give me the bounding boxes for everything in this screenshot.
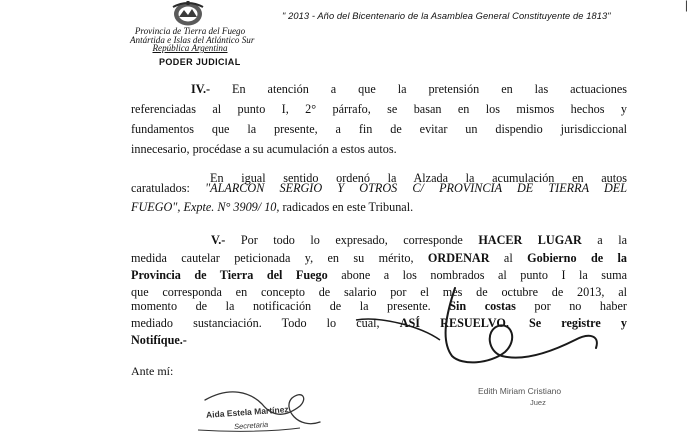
judge-title: Juez bbox=[530, 398, 546, 407]
p3-line-5-post: por no haber bbox=[515, 299, 627, 313]
p1-line-3: fundamentos que la presente, a fin de evitar un dispendio jurisdiccional bbox=[131, 122, 627, 136]
secretary-name: Aida Estela Martínez bbox=[205, 404, 289, 420]
p3-line-1-text: Por todo lo expresado, corresponde bbox=[225, 233, 479, 247]
ante-mi: Ante mí: bbox=[131, 364, 174, 378]
province-line-1: Provincia de Tierra del Fuego bbox=[134, 26, 246, 36]
sin-costas: Sin costas bbox=[449, 299, 516, 313]
province-line-2: Antártida e Islas del Atlántico Sur bbox=[130, 34, 255, 45]
p3-line-4: que corresponda en concepto de salario por el mes de octubre de 2013, al bbox=[131, 285, 627, 299]
p3-line-2-pre: medida cautelar peticionada y, en su mérito, bbox=[131, 251, 428, 265]
p2-line-3-post: radicados en este Tribunal. bbox=[279, 200, 414, 214]
ordenar: ORDENAR bbox=[427, 251, 490, 265]
province-line-3: República Argentina bbox=[152, 43, 228, 54]
p3-line-5-pre: momento de la notificación de la presente. bbox=[131, 299, 450, 313]
p3-line-6-pre: mediado sustanciación. Todo lo cual, bbox=[131, 316, 400, 330]
province-block bbox=[130, 26, 255, 54]
p3-line-2-mid: al bbox=[489, 251, 528, 265]
p3-line-3-post: abone a los nombrados al punto I la suma bbox=[327, 268, 627, 282]
judge-name: Edith Miriam Cristiano bbox=[478, 386, 562, 396]
case-number: FUEGO", Expte. N° 3909/ 10, bbox=[131, 200, 280, 214]
p1-line-1 bbox=[131, 81, 627, 97]
p2-line-2 bbox=[131, 180, 627, 196]
secretary-title: Secretaria bbox=[233, 419, 269, 432]
case-title: "ALARCON SERGIO Y OTROS C/ PROVINCIA DE TIERRA DEL bbox=[205, 181, 627, 195]
p2-line-3 bbox=[131, 199, 627, 215]
office-name: PODER JUDICIAL bbox=[159, 57, 241, 67]
p3-line-6 bbox=[131, 315, 627, 331]
p1-line-2: referenciadas al punto I, 2° párrafo, se basan en los mismos hechos y bbox=[131, 102, 627, 116]
p3-line-1 bbox=[131, 232, 627, 248]
provincia: Provincia de Tierra del Fuego bbox=[131, 268, 328, 282]
asi-resuelvo: ASÍ RESUELVO. Se registre y bbox=[399, 316, 627, 330]
p3-line-1-end: a la bbox=[581, 233, 627, 247]
p2-line-2-pre: caratulados: bbox=[131, 181, 206, 195]
p3-line-3 bbox=[131, 267, 627, 283]
p1-label: IV.- bbox=[191, 82, 211, 96]
p1-line-4: innecesario, procédase a su acumulación a estos autos. bbox=[131, 142, 397, 156]
p1-line-1-text: En atención a que la pretensión en las actuaciones bbox=[210, 82, 627, 96]
p3-label: V.- bbox=[211, 233, 226, 247]
year-motto: " 2013 - Año del Bicentenario de la Asamblea General Constituyente de 1813" bbox=[282, 11, 611, 21]
p3-line-5 bbox=[131, 298, 627, 314]
p2-line-1: En igual sentido ordenó la Alzada la acumulación en autos bbox=[210, 171, 627, 185]
gobierno: Gobierno de la bbox=[527, 251, 628, 265]
corner-mark: | bbox=[684, 0, 688, 12]
province-crest-icon bbox=[168, 1, 208, 27]
notifique: Notifíque.- bbox=[131, 333, 187, 347]
p3-line-7 bbox=[131, 332, 627, 348]
hacer-lugar: HACER LUGAR bbox=[478, 233, 582, 247]
p3-line-2 bbox=[131, 250, 627, 266]
